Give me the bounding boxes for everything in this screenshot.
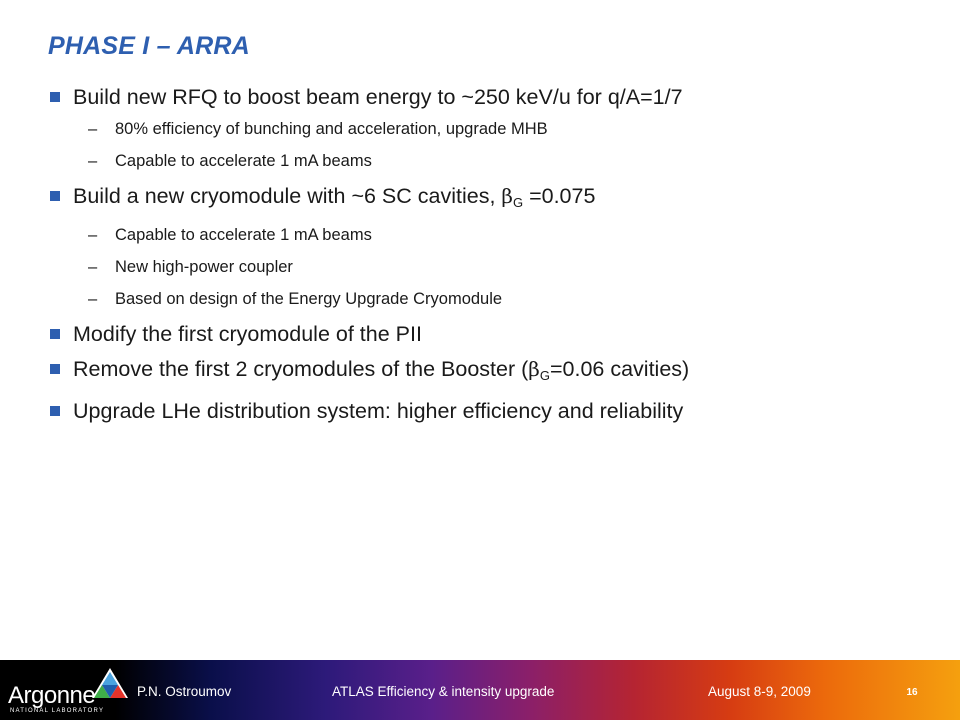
triangle-logo-icon	[90, 666, 130, 700]
bullet-text: Build new RFQ to boost beam energy to ~250 keV/u for q/A=1/7	[73, 85, 683, 109]
page-number: 16	[906, 686, 918, 698]
bullet-text-after: =0.06 cavities)	[549, 357, 690, 381]
bullet-remove	[50, 356, 930, 389]
slide-content	[50, 84, 930, 433]
dash-icon: –	[88, 226, 98, 244]
sub-bullet-efficiency	[50, 119, 930, 139]
footer-bar	[0, 660, 960, 720]
sub-bullet-text: Based on design of the Energy Upgrade Cryomodule	[115, 290, 503, 308]
bullet-modify	[50, 321, 930, 347]
sub-bullet-capable	[50, 151, 930, 171]
bullet-text-before: Build a new cryomodule with ~6 SC cavities,	[73, 184, 502, 208]
subscript-g: G	[539, 368, 550, 383]
sub-bullet-design	[50, 289, 930, 309]
bullet-text-before: Remove the first 2 cryomodules of the Booster (	[73, 357, 529, 381]
sub-bullet-capable-2	[50, 225, 930, 245]
dash-icon: –	[88, 290, 98, 308]
bullet-text: Upgrade LHe distribution system: higher efficiency and reliability	[73, 399, 684, 423]
footer-author: P.N. Ostroumov	[137, 684, 232, 699]
dash-icon: –	[88, 152, 98, 170]
sub-bullet-text: Capable to accelerate 1 mA beams	[115, 152, 372, 170]
bullet-rfq	[50, 84, 930, 110]
square-bullet-icon	[50, 406, 60, 416]
dash-icon: –	[88, 120, 98, 138]
logo-wordmark: Argonne	[8, 682, 96, 709]
footer-date: August 8-9, 2009	[708, 684, 811, 699]
sub-bullet-coupler	[50, 257, 930, 277]
square-bullet-icon	[50, 329, 60, 339]
dash-icon: –	[88, 258, 98, 276]
slide-title: PHASE I – ARRA	[48, 32, 250, 60]
subscript-g: G	[512, 195, 524, 210]
bullet-lhe	[50, 398, 930, 424]
page-number-badge	[897, 678, 927, 706]
sub-bullet-text: Capable to accelerate 1 mA beams	[115, 226, 372, 244]
footer-talk-title: ATLAS Efficiency & intensity upgrade	[332, 684, 555, 699]
square-bullet-icon	[50, 364, 60, 374]
bullet-text-after: =0.075	[523, 184, 596, 208]
logo-subtitle: NATIONAL LABORATORY	[10, 708, 105, 714]
sub-bullet-text: 80% efficiency of bunching and acceleration, upgrade MHB	[115, 120, 548, 138]
argonne-logo	[8, 666, 133, 716]
bullet-cryomodule	[50, 183, 930, 216]
beta-symbol: β	[501, 184, 513, 208]
bullet-text: Modify the first cryomodule of the PII	[73, 322, 422, 346]
beta-symbol: β	[528, 357, 540, 381]
square-bullet-icon	[50, 191, 60, 201]
sub-bullet-text: New high-power coupler	[115, 258, 293, 276]
square-bullet-icon	[50, 92, 60, 102]
